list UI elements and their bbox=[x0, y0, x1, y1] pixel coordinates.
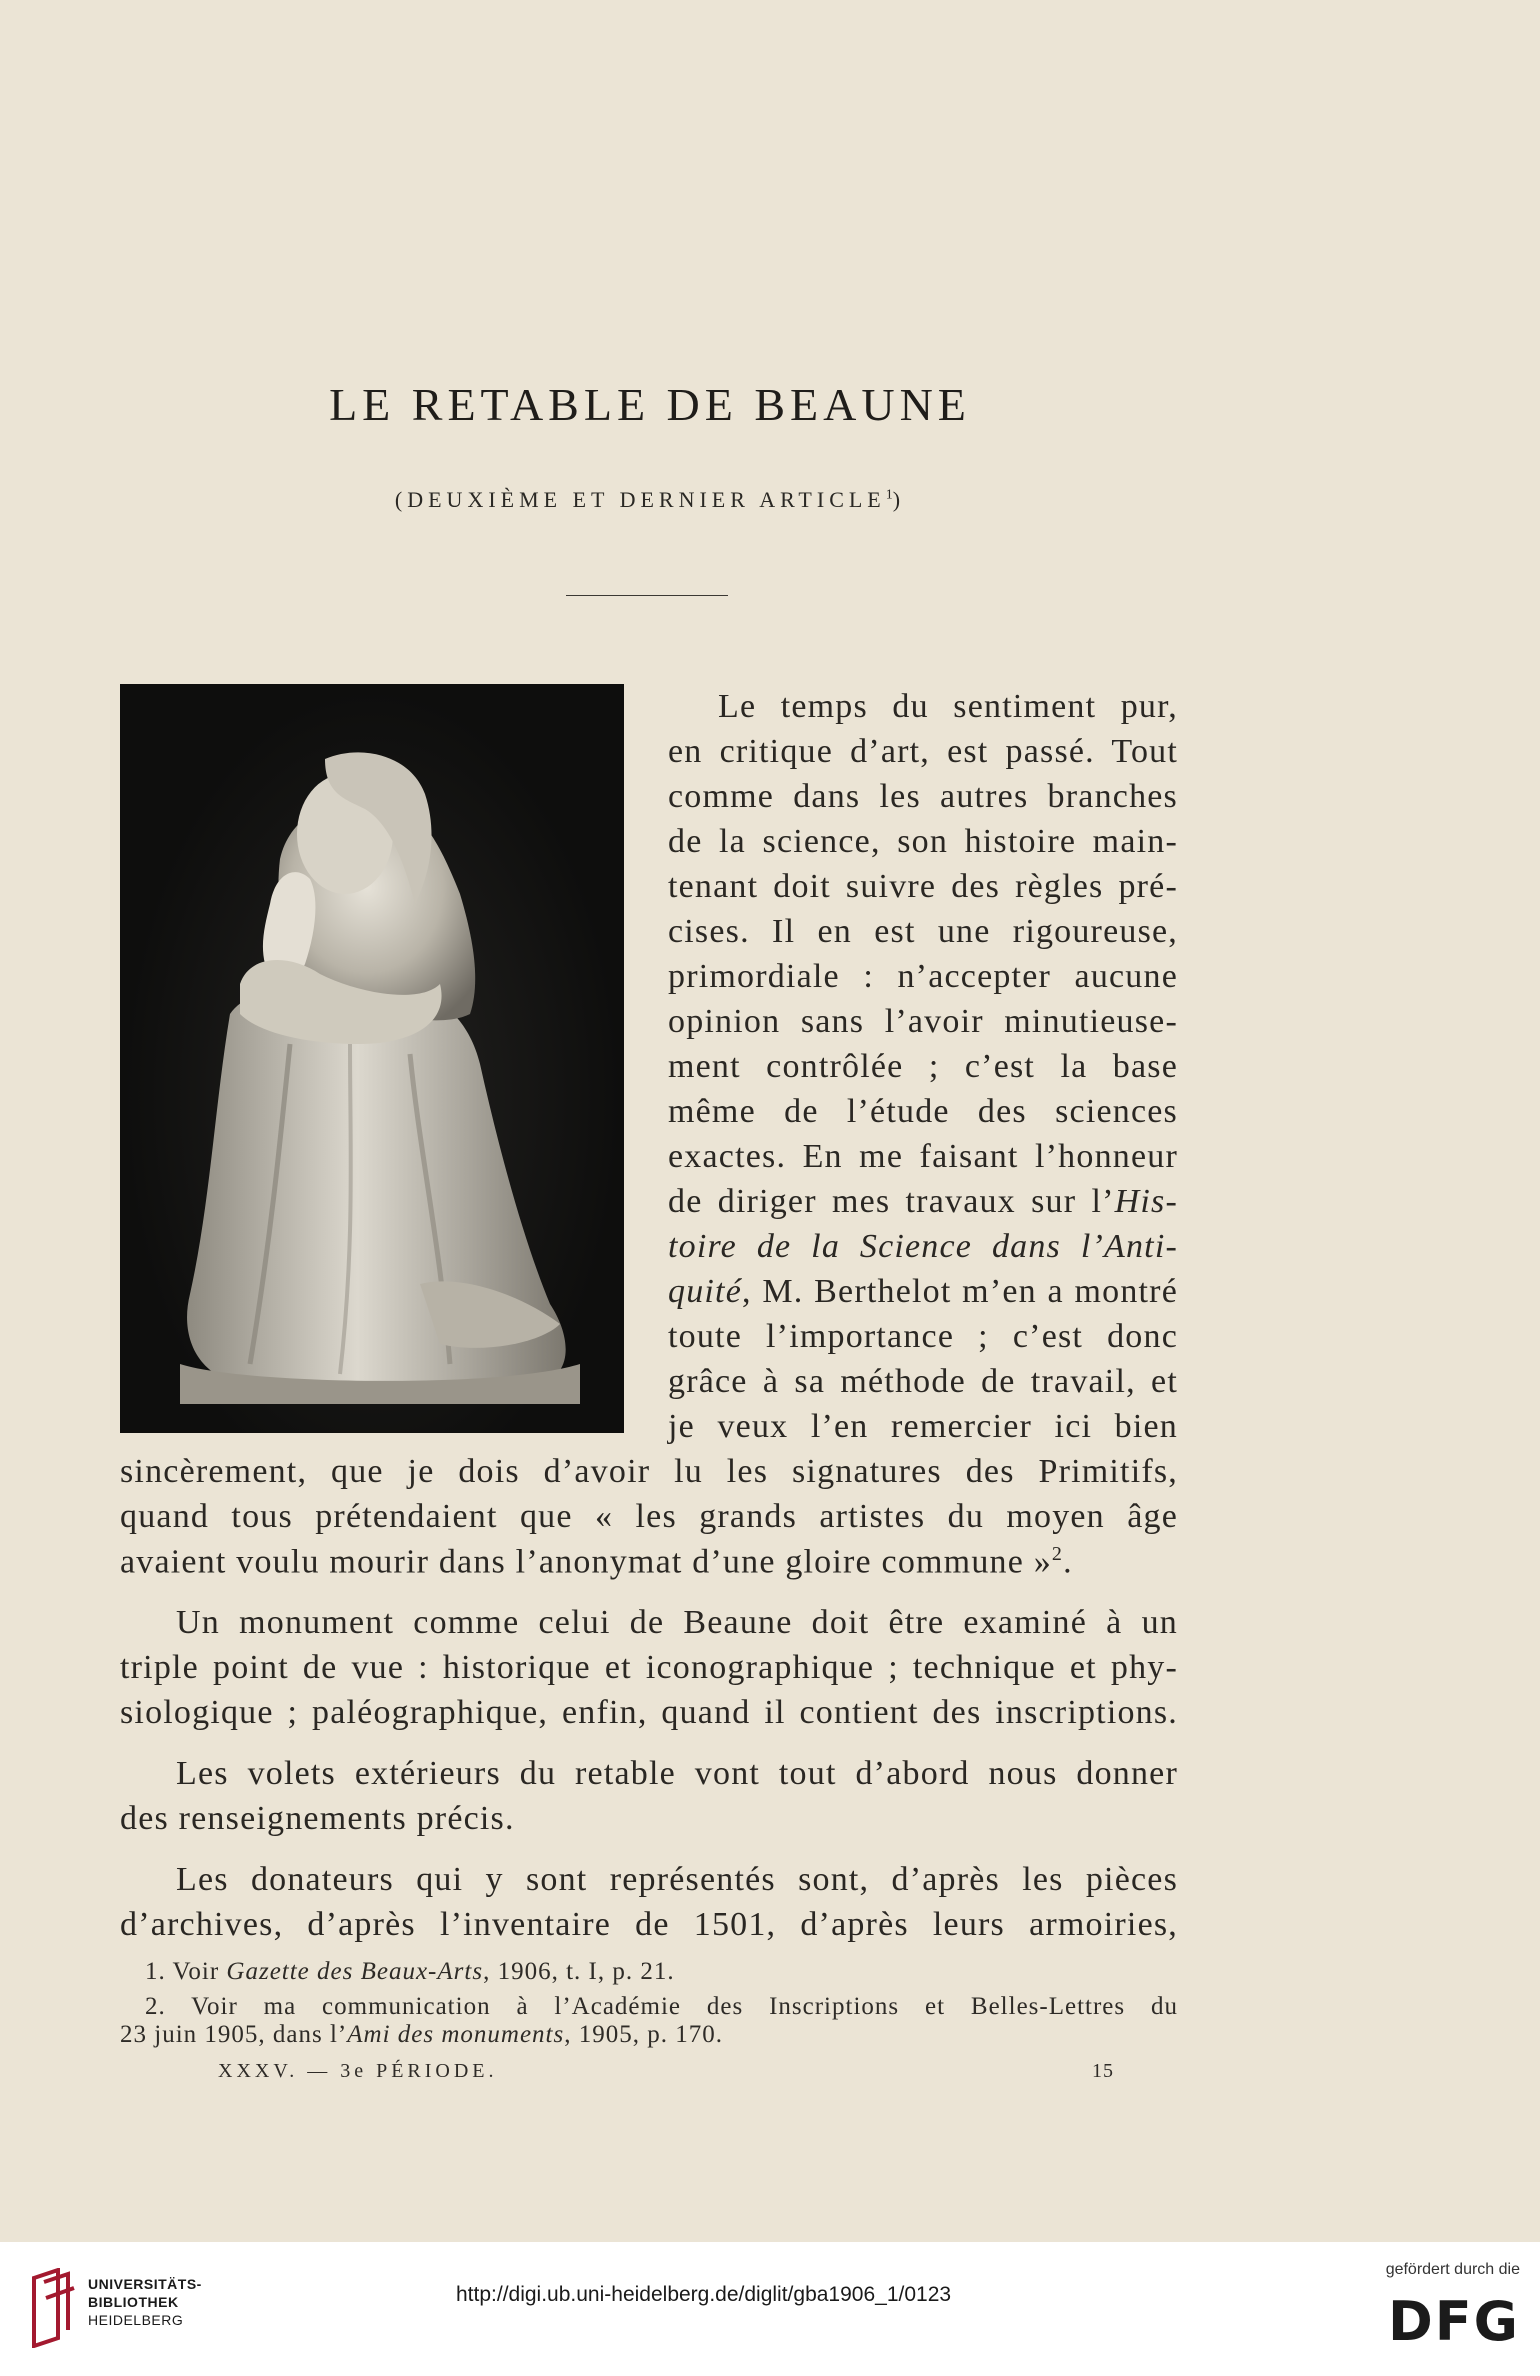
text-line: Un monument comme celui de Beaune doit être examiné à un bbox=[176, 1604, 1178, 1641]
text-span: 23 juin 1905, dans l’ bbox=[120, 2021, 348, 2048]
running-footer-volume: XXXV. — 3e PÉRIODE. bbox=[218, 2060, 498, 2082]
institution-line-3: HEIDELBERG bbox=[88, 2312, 184, 2328]
text-line: Le temps du sentiment pur, bbox=[718, 688, 1178, 725]
library-logo-icon bbox=[28, 2268, 80, 2348]
text-line: quand tous prétendaient que « les grands artistes du moyen âge bbox=[120, 1498, 1178, 1535]
text-line: grâce à sa méthode de travail, et bbox=[668, 1363, 1178, 1400]
text-line: de la science, son histoire main- bbox=[668, 823, 1178, 860]
text-line: primordiale : n’accepter aucune bbox=[668, 958, 1178, 995]
text-span: 1. Voir bbox=[145, 1958, 227, 1985]
footnote-1 bbox=[145, 1958, 675, 1986]
text-line: des renseignements précis. bbox=[120, 1800, 515, 1837]
italic-title: Ami des monuments bbox=[347, 2021, 565, 2048]
text-line: cises. Il en est une rigoureuse, bbox=[668, 913, 1178, 950]
funded-by-label: gefördert durch die bbox=[1385, 2261, 1520, 2278]
statue-photo bbox=[120, 684, 624, 1433]
footnote-2-line-1: 2. Voir ma communication à l’Académie des Inscriptions et Belles-Lettres du bbox=[145, 1993, 1178, 2020]
text-span: , 1905, p. 170. bbox=[564, 2021, 723, 2048]
article-title: LE RETABLE DE BEAUNE bbox=[329, 379, 971, 430]
text-span: avaient voulu mourir dans l’anonymat d’une gloire commune » bbox=[120, 1543, 1052, 1581]
text-line: toute l’importance ; c’est donc bbox=[668, 1318, 1178, 1355]
italic-title: His- bbox=[1114, 1183, 1178, 1220]
text-span: de diriger mes travaux sur l’ bbox=[668, 1183, 1115, 1220]
title-rule bbox=[566, 595, 728, 596]
text-line: ment contrôlée ; c’est la base bbox=[668, 1048, 1178, 1085]
text-line: d’archives, d’après l’inventaire de 1501, d’après leurs armoiries, bbox=[120, 1906, 1178, 1943]
text-line: siologique ; paléographique, enfin, quand il contient des inscriptions. bbox=[120, 1694, 1178, 1731]
text-line bbox=[668, 1273, 1178, 1311]
text-line: tenant doit suivre des règles pré- bbox=[668, 868, 1178, 905]
subtitle-text: (DEUXIÈME ET DERNIER ARTICLE bbox=[394, 487, 886, 512]
text-line: en critique d’art, est passé. Tout bbox=[668, 733, 1178, 770]
footnote-ref: 2 bbox=[1051, 1543, 1064, 1565]
text-line: Les volets extérieurs du retable vont tout d’abord nous donner bbox=[176, 1755, 1178, 1792]
text-line: triple point de vue : historique et iconographique ; technique et phy- bbox=[120, 1649, 1178, 1686]
footnote-2-line-2 bbox=[120, 2021, 723, 2049]
permalink-url[interactable]: http://digi.ub.uni-heidelberg.de/diglit/gba1906_1/0123 bbox=[456, 2283, 952, 2306]
italic-title: Gazette des Beaux-Arts bbox=[226, 1958, 484, 1985]
text-line: exactes. En me faisant l’honneur bbox=[668, 1138, 1178, 1175]
text-line: opinion sans l’avoir minutieuse- bbox=[668, 1003, 1178, 1040]
subtitle-close: ) bbox=[892, 487, 906, 512]
article-subtitle bbox=[0, 487, 1300, 513]
text-span: . bbox=[1063, 1543, 1073, 1581]
text-line: Les donateurs qui y sont représentés sont, d’après les pièces bbox=[176, 1861, 1178, 1898]
text-line: sincèrement, que je dois d’avoir lu les signatures des Primitifs, bbox=[120, 1453, 1178, 1490]
text-line bbox=[120, 1543, 1073, 1581]
institution-line-2: BIBLIOTHEK bbox=[88, 2294, 179, 2310]
subtitle-footnote-ref: 1 bbox=[885, 487, 893, 503]
text-span: , M. Berthelot m’en a montré bbox=[741, 1273, 1178, 1310]
kneeling-statue-illustration bbox=[120, 684, 624, 1433]
page-number: 15 bbox=[1092, 2060, 1114, 2082]
text-line: comme dans les autres branches bbox=[668, 778, 1178, 815]
italic-title: quité bbox=[668, 1273, 742, 1310]
text-line bbox=[668, 1183, 1178, 1221]
text-line: je veux l’en remercier ici bien bbox=[668, 1408, 1178, 1445]
dfg-logo: DFG bbox=[1387, 2290, 1520, 2353]
italic-title: toire de la Science dans l’Anti- bbox=[668, 1228, 1178, 1265]
text-line bbox=[668, 1228, 1178, 1266]
text-line: même de l’étude des sciences bbox=[668, 1093, 1178, 1130]
institution-line-1: UNIVERSITÄTS- bbox=[88, 2276, 202, 2292]
text-span: , 1906, t. I, p. 21. bbox=[483, 1958, 675, 1985]
